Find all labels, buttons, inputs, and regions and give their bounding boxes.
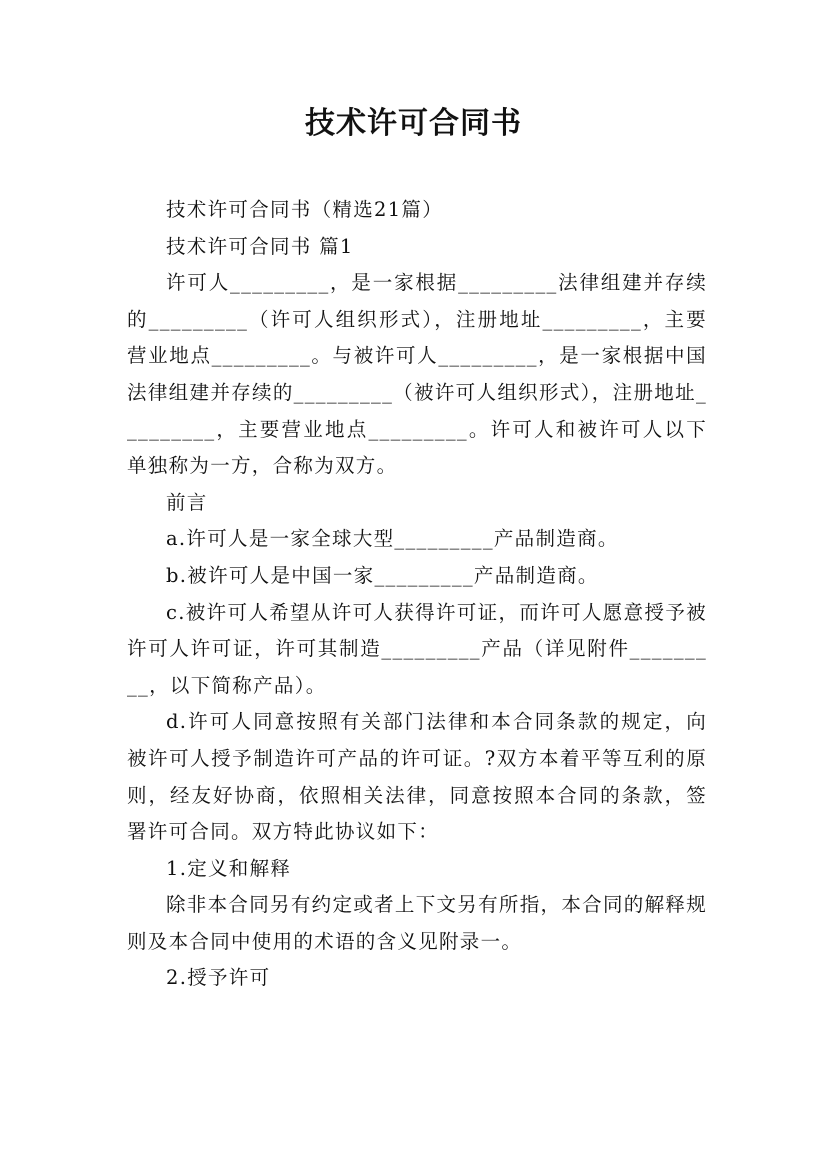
preamble-item-d: d.许可人同意按照有关部门法律和本合同条款的规定，向被许可人授予制造许可产品的许可证。?双方本着平等互利的原则，经友好协商，依照相关法律，同意按照本合同的条款，签署许可合同。双方特此协议如下： [127, 710, 707, 844]
parties-paragraph: 许可人_________，是一家根据_________法律组建并存续的_________（许可人组织形式），注册地址_________，主要营业地点_________。与被许可人_________，是一家根据中国法律组建并存续的_________（被许可人组织形式），注册地址_________，主要营业地点_________。许可人和被许可人以下单独称为一方，合称为双方。 [127, 271, 707, 478]
preamble-item-c: c.被许可人希望从许可人获得许可证，而许可人愿意授予被许可人许可证，许可其制造_________产品（详见附件_________，以下简称产品）。 [127, 600, 707, 697]
clause-2-heading: 2.授予许可 [166, 966, 271, 990]
document-title: 技术许可合同书 [305, 106, 522, 141]
section-heading-paragraph: 技术许可合同书 篇1 [166, 234, 354, 258]
subtitle-paragraph: 技术许可合同书（精选21篇） [166, 198, 444, 221]
clause-1-heading: 1.定义和解释 [166, 856, 292, 880]
document-body [127, 192, 707, 997]
preamble-item-b: b.被许可人是中国一家_________产品制造商。 [166, 563, 599, 587]
preamble-heading: 前言 [166, 490, 208, 514]
preamble-item-a: a.许可人是一家全球大型_________产品制造商。 [166, 527, 619, 551]
clause-1-text: 除非本合同另有约定或者上下文另有所指，本合同的解释规则及本合同中使用的术语的含义见附录一。 [127, 893, 707, 953]
